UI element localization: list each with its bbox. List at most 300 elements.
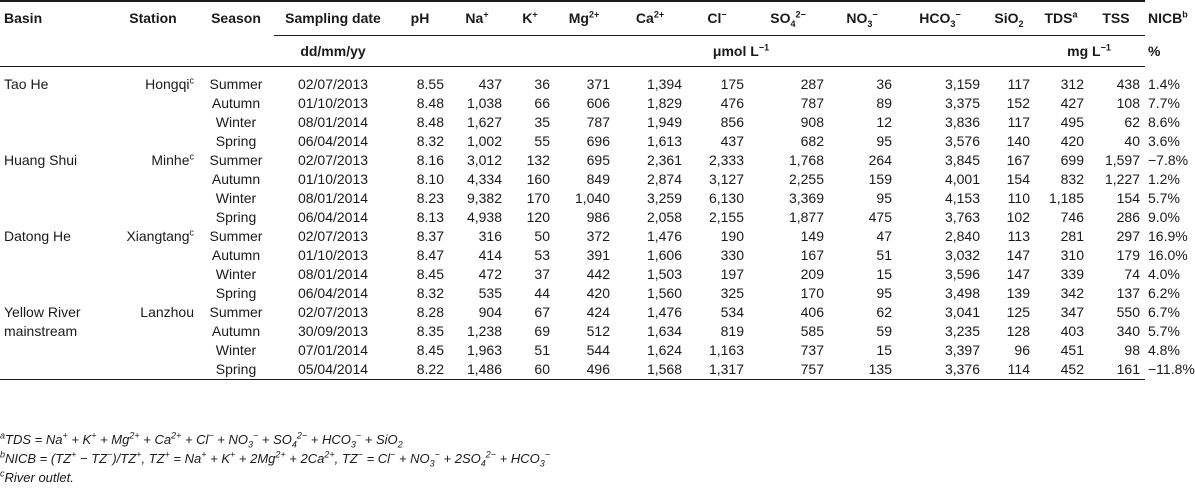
value-cell: 108 (1116, 95, 1140, 111)
value-cell: 312 (1060, 76, 1084, 92)
value-cell: 2,058 (646, 209, 682, 225)
value-cell: 117 (1007, 76, 1030, 92)
col-cl: Cl− (686, 1, 748, 36)
value-cell: 371 (586, 76, 610, 92)
value-cell: 1,877 (788, 209, 824, 225)
value-cell: 147 (1006, 247, 1030, 263)
value-cell: 4,153 (944, 190, 980, 206)
value-cell: 3,763 (944, 209, 980, 225)
value-cell: 544 (586, 342, 610, 358)
value-cell: 170 (800, 285, 824, 301)
value-cell: 347 (1060, 304, 1084, 320)
value-cell: 1.4% (1148, 76, 1180, 92)
value-cell: 904 (478, 304, 502, 320)
table-row (0, 360, 1145, 380)
col-hco3: $HCO_3^-$ (896, 1, 984, 36)
value-cell: 05/04/2014 (274, 360, 392, 380)
value-cell: 535 (478, 285, 502, 301)
value-cell: 9.0% (1148, 209, 1180, 225)
value-cell: Winter (215, 342, 257, 358)
value-cell: 6,130 (708, 190, 744, 206)
value-cell: Winter (215, 114, 257, 130)
table-row (0, 227, 1145, 246)
value-cell: Winter (215, 266, 257, 282)
col-tds: TDS$^a$ (1034, 1, 1088, 36)
station-cell: Xiangtang$^c$ (126, 227, 194, 244)
value-cell: 325 (720, 285, 744, 301)
unit-mg: mg $L^{-1}$ (1034, 36, 1144, 67)
value-cell: 695 (586, 152, 610, 168)
value-cell: 15 (876, 342, 892, 358)
value-cell: 154 (1006, 171, 1030, 187)
value-cell: 07/01/2014 (297, 342, 369, 358)
station-cell: Hongqi$^c$ (145, 75, 194, 92)
value-cell: 8.45 (416, 266, 444, 282)
value-cell: 1,002 (466, 133, 502, 149)
value-cell: 512 (586, 323, 610, 339)
unit-umol: μmol $L^{-1}$ (448, 36, 1034, 67)
value-cell: 98 (1124, 342, 1140, 358)
station-cell (108, 170, 198, 189)
value-cell: 372 (586, 228, 610, 244)
station-cell (108, 322, 198, 341)
value-cell: 452 (1034, 360, 1088, 380)
value-cell: 36 (876, 76, 892, 92)
value-cell: 96 (1014, 342, 1030, 358)
value-cell: 161 (1088, 360, 1144, 380)
value-cell: 856 (720, 114, 744, 130)
value-cell: 1,597 (1104, 152, 1140, 168)
table-row (0, 189, 1145, 208)
value-cell: Spring (198, 360, 274, 380)
station-cell (108, 265, 198, 284)
station-cell (108, 189, 198, 208)
value-cell: 8.37 (416, 228, 444, 244)
value-cell: 128 (1006, 323, 1030, 339)
value-cell: 67 (534, 304, 550, 320)
value-cell: 50 (534, 228, 550, 244)
header-row-labels (0, 1, 1145, 36)
value-cell: 330 (720, 247, 744, 263)
basin-cell (0, 208, 108, 227)
value-cell: 3,498 (944, 285, 980, 301)
value-cell: 1,613 (646, 133, 682, 149)
basin-cell: Huang Shui (4, 152, 78, 168)
value-cell: 125 (1006, 304, 1030, 320)
value-cell: 438 (1116, 76, 1140, 92)
value-cell: 1,963 (466, 342, 502, 358)
value-cell: 3,127 (708, 171, 744, 187)
value-cell: 95 (876, 190, 892, 206)
value-cell: 1,394 (646, 76, 682, 92)
value-cell: 154 (1116, 190, 1140, 206)
value-cell: 06/04/2014 (297, 133, 369, 149)
value-cell: 534 (720, 304, 744, 320)
value-cell: 95 (876, 133, 892, 149)
value-cell: 2,333 (708, 152, 744, 168)
value-cell: 3,397 (944, 342, 980, 358)
basin-cell (0, 113, 108, 132)
station-cell (108, 360, 198, 380)
value-cell: 117 (1007, 114, 1030, 130)
value-cell: 02/07/2013 (297, 304, 369, 320)
value-cell: 757 (748, 360, 828, 380)
value-cell: 102 (1006, 209, 1030, 225)
value-cell: 787 (800, 95, 824, 111)
value-cell: 9,382 (466, 190, 502, 206)
value-cell: 8.10 (416, 171, 444, 187)
value-cell: 550 (1116, 304, 1140, 320)
value-cell: 1.2% (1148, 171, 1180, 187)
value-cell: 175 (720, 76, 744, 92)
value-cell: 427 (1060, 95, 1084, 111)
col-season: Season (198, 1, 274, 36)
value-cell: 3,235 (944, 323, 980, 339)
station-cell: Minhe$^c$ (151, 151, 194, 168)
value-cell: 7.7% (1148, 95, 1180, 111)
value-cell: 179 (1116, 247, 1140, 263)
basin-cell: Yellow River (4, 304, 81, 320)
basin-cell (0, 284, 108, 303)
value-cell: 451 (1060, 342, 1084, 358)
value-cell: 8.35 (416, 323, 444, 339)
value-cell: 1,606 (646, 247, 682, 263)
value-cell: 403 (1060, 323, 1084, 339)
value-cell: 696 (586, 133, 610, 149)
col-ca: $Ca^{2+}$ (614, 1, 686, 36)
value-cell: 6.2% (1148, 285, 1180, 301)
value-cell: 585 (800, 323, 824, 339)
value-cell: Autumn (211, 171, 261, 187)
value-cell: 737 (800, 342, 824, 358)
table-row (0, 94, 1145, 113)
col-nicb: NICB$^b$ (1144, 1, 1145, 36)
value-cell: 8.32 (416, 133, 444, 149)
table-row (0, 322, 1145, 341)
value-cell: 8.55 (416, 76, 444, 92)
col-mg: $Mg^{2+}$ (554, 1, 614, 36)
col-ph: pH (392, 1, 448, 36)
col-so4: $SO_4^{2-}$ (748, 1, 828, 36)
value-cell: 152 (1006, 95, 1030, 111)
value-cell: 342 (1060, 285, 1084, 301)
value-cell: 110 (1007, 190, 1030, 206)
col-sampling-date: Sampling date (274, 1, 392, 36)
value-cell: 01/10/2013 (297, 247, 369, 263)
value-cell: 3,845 (944, 152, 980, 168)
value-cell: 3,032 (944, 247, 980, 263)
value-cell: 51 (876, 247, 892, 263)
value-cell: Autumn (211, 95, 261, 111)
value-cell: 495 (1060, 114, 1084, 130)
value-cell: 40 (1124, 133, 1140, 149)
date-format: dd/mm/yy (274, 36, 392, 67)
footnote-a: $^aTDS = Na^+ + K^+ + Mg^{2+} + Ca^{2+} + Cl^- + NO_3^- + SO_4^{2-} + HCO_3^- + SiO_2$ (0, 430, 403, 450)
value-cell: 1,038 (466, 95, 502, 111)
value-cell: 62 (1124, 114, 1140, 130)
value-cell: 1,486 (448, 360, 506, 380)
col-station: Station (108, 1, 198, 36)
table-row (0, 132, 1145, 151)
value-cell: 908 (800, 114, 824, 130)
value-cell: 3,596 (944, 266, 980, 282)
value-cell: 1,560 (646, 285, 682, 301)
col-na: Na+ (448, 1, 506, 36)
value-cell: 197 (720, 266, 744, 282)
value-cell: 06/04/2014 (297, 209, 369, 225)
value-cell: 1,227 (1104, 171, 1140, 187)
station-cell (108, 113, 198, 132)
value-cell: 3,159 (944, 76, 980, 92)
basin-cell (0, 170, 108, 189)
col-k: K+ (506, 1, 554, 36)
value-cell: 167 (1006, 152, 1030, 168)
basin-cell: Tao He (4, 76, 49, 92)
value-cell: 339 (1060, 266, 1084, 282)
value-cell: 1,476 (646, 228, 682, 244)
col-basin: Basin (0, 1, 108, 36)
value-cell: 8.22 (392, 360, 448, 380)
value-cell: 496 (554, 360, 614, 380)
value-cell: 1,163 (708, 342, 744, 358)
footnote-c: $^c$River outlet. (0, 468, 74, 485)
value-cell: 37 (534, 266, 550, 282)
basin-cell (0, 341, 108, 360)
value-cell: 36 (534, 76, 550, 92)
value-cell: 2,155 (708, 209, 744, 225)
value-cell: 74 (1124, 266, 1140, 282)
value-cell: 2,874 (646, 171, 682, 187)
col-tss: TSS (1088, 1, 1144, 36)
value-cell: 4,334 (466, 171, 502, 187)
basin-cell: mainstream (4, 323, 78, 339)
value-cell: 139 (1006, 285, 1030, 301)
value-cell: 986 (586, 209, 610, 225)
value-cell: 140 (1006, 133, 1030, 149)
value-cell: 819 (720, 323, 744, 339)
value-cell: 137 (1116, 285, 1140, 301)
value-cell: 8.6% (1148, 114, 1180, 130)
value-cell: 6.7% (1148, 304, 1180, 320)
basin-cell (0, 246, 108, 265)
value-cell: 1,317 (686, 360, 748, 380)
value-cell: 08/01/2014 (297, 266, 369, 282)
basin-cell (0, 360, 108, 380)
value-cell: 310 (1060, 247, 1084, 263)
value-cell: 16.9% (1148, 228, 1188, 244)
value-cell: 44 (534, 285, 550, 301)
value-cell: 1,624 (646, 342, 682, 358)
table-row (0, 246, 1145, 265)
value-cell: 160 (526, 171, 550, 187)
value-cell: Summer (209, 304, 263, 320)
value-cell: 1,627 (466, 114, 502, 130)
value-cell: 281 (1060, 228, 1084, 244)
value-cell: 51 (534, 342, 550, 358)
basin-cell: Datong He (4, 228, 71, 244)
table-row (0, 265, 1145, 284)
table-row (0, 113, 1145, 132)
value-cell: 12 (876, 114, 892, 130)
station-cell (108, 341, 198, 360)
value-cell: 06/04/2014 (297, 285, 369, 301)
table-row (0, 208, 1145, 227)
value-cell: −11.8% (1144, 360, 1145, 380)
value-cell: 95 (876, 285, 892, 301)
table-row (0, 67, 1145, 95)
value-cell: 1,949 (646, 114, 682, 130)
value-cell: 1,768 (788, 152, 824, 168)
value-cell: 8.45 (416, 342, 444, 358)
table-row (0, 284, 1145, 303)
value-cell: 53 (534, 247, 550, 263)
value-cell: 55 (534, 133, 550, 149)
value-cell: 8.23 (416, 190, 444, 206)
value-cell: 1,568 (614, 360, 686, 380)
value-cell: 420 (1060, 133, 1084, 149)
station-cell (108, 208, 198, 227)
basin-cell (0, 189, 108, 208)
value-cell: 287 (800, 76, 824, 92)
value-cell: 114 (984, 360, 1034, 380)
value-cell: 89 (876, 95, 892, 111)
value-cell: 699 (1060, 152, 1084, 168)
value-cell: 340 (1116, 323, 1140, 339)
value-cell: 476 (720, 95, 744, 111)
station-cell (108, 132, 198, 151)
station-cell (108, 284, 198, 303)
value-cell: 1,829 (646, 95, 682, 111)
station-cell: Lanzhou (140, 304, 194, 320)
col-no3: $NO_3^-$ (828, 1, 896, 36)
value-cell: 159 (868, 171, 892, 187)
value-cell: Spring (215, 285, 257, 301)
value-cell: 3,041 (944, 304, 980, 320)
value-cell: 3,259 (646, 190, 682, 206)
value-cell: 4,001 (944, 171, 980, 187)
value-cell: 8.47 (416, 247, 444, 263)
value-cell: 1,634 (646, 323, 682, 339)
table-row (0, 170, 1145, 189)
value-cell: 5.7% (1148, 190, 1180, 206)
value-cell: 264 (868, 152, 892, 168)
value-cell: 69 (534, 323, 550, 339)
value-cell: 437 (478, 76, 502, 92)
value-cell: 286 (1116, 209, 1140, 225)
table-row (0, 151, 1145, 170)
value-cell: 3,012 (466, 152, 502, 168)
value-cell: 391 (586, 247, 610, 263)
value-cell: 149 (800, 228, 824, 244)
table-body (0, 67, 1195, 380)
value-cell: 47 (876, 228, 892, 244)
value-cell: 8.48 (416, 95, 444, 111)
unit-pct: % (1144, 36, 1145, 67)
value-cell: 15 (876, 266, 892, 282)
value-cell: 02/07/2013 (297, 228, 369, 244)
value-cell: 135 (828, 360, 896, 380)
value-cell: 4.8% (1148, 342, 1180, 358)
value-cell: 787 (586, 114, 610, 130)
value-cell: 2,361 (646, 152, 682, 168)
value-cell: 746 (1060, 209, 1084, 225)
header-row-units (0, 36, 1145, 67)
footnotes (0, 430, 550, 487)
value-cell: Summer (209, 76, 263, 92)
value-cell: 113 (1007, 228, 1030, 244)
table-row (0, 341, 1145, 360)
value-cell: 147 (1006, 266, 1030, 282)
value-cell: 2,255 (788, 171, 824, 187)
value-cell: 02/07/2013 (297, 76, 369, 92)
value-cell: 4.0% (1148, 266, 1180, 282)
value-cell: Winter (215, 190, 257, 206)
value-cell: 832 (1060, 171, 1084, 187)
value-cell: 406 (800, 304, 824, 320)
basin-cell (0, 94, 108, 113)
value-cell: Autumn (211, 247, 261, 263)
value-cell: 08/01/2014 (297, 114, 369, 130)
value-cell: 8.13 (416, 209, 444, 225)
value-cell: 02/07/2013 (297, 152, 369, 168)
value-cell: 8.16 (416, 152, 444, 168)
value-cell: 437 (720, 133, 744, 149)
basin-cell (0, 265, 108, 284)
value-cell: Spring (215, 209, 257, 225)
value-cell: 132 (526, 152, 550, 168)
station-cell (108, 246, 198, 265)
value-cell: 8.48 (416, 114, 444, 130)
value-cell: 442 (586, 266, 610, 282)
value-cell: 01/10/2013 (297, 95, 369, 111)
value-cell: 35 (534, 114, 550, 130)
value-cell: 120 (526, 209, 550, 225)
value-cell: 16.0% (1148, 247, 1188, 263)
value-cell: 1,238 (466, 323, 502, 339)
value-cell: 1,185 (1048, 190, 1084, 206)
value-cell: 170 (526, 190, 550, 206)
station-cell (108, 94, 198, 113)
value-cell: 414 (478, 247, 502, 263)
value-cell: 8.28 (416, 304, 444, 320)
value-cell: 66 (534, 95, 550, 111)
value-cell: 01/10/2013 (297, 171, 369, 187)
value-cell: 209 (800, 266, 824, 282)
value-cell: 682 (800, 133, 824, 149)
value-cell: 472 (478, 266, 502, 282)
value-cell: 167 (800, 247, 824, 263)
value-cell: 59 (876, 323, 892, 339)
value-cell: 190 (720, 228, 744, 244)
value-cell: 849 (586, 171, 610, 187)
value-cell: 1,476 (646, 304, 682, 320)
value-cell: 3,576 (944, 133, 980, 149)
value-cell: 316 (478, 228, 502, 244)
value-cell: 424 (586, 304, 610, 320)
value-cell: Summer (209, 228, 263, 244)
value-cell: 30/09/2013 (297, 323, 369, 339)
value-cell: 3,836 (944, 114, 980, 130)
value-cell: 606 (586, 95, 610, 111)
value-cell: Spring (215, 133, 257, 149)
value-cell: 60 (506, 360, 554, 380)
value-cell: 8.32 (416, 285, 444, 301)
value-cell: 1,040 (574, 190, 610, 206)
footnote-b: $^b$NICB = (TZ+ − TZ−)/TZ+, $TZ^+ = Na^+ + K^+ + 2Mg^{2+} + 2Ca^{2+}$, $TZ^- = Cl^- + NO_3^- + 2SO_4^{2-} + HCO_3^-$ (0, 449, 551, 469)
col-sio2: SiO$_2$ (984, 1, 1034, 36)
table-row (0, 303, 1145, 322)
value-cell: 3,369 (788, 190, 824, 206)
